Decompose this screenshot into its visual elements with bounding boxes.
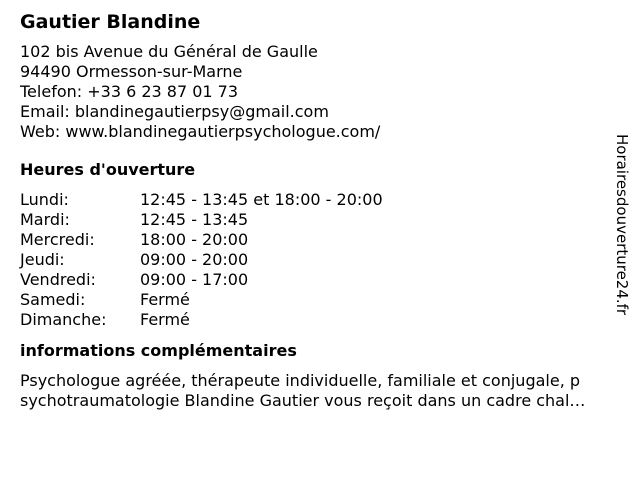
hours-row-sunday [20, 310, 620, 330]
business-name: Gautier Blandine [20, 11, 201, 33]
day-label: Mardi: [20, 210, 70, 229]
address-line-1: 102 bis Avenue du Général de Gaulle [20, 42, 318, 61]
email-line[interactable]: Email: blandinegautierpsy@gmail.com [20, 102, 329, 121]
web-line[interactable]: Web: www.blandinegautierpsychologue.com/ [20, 122, 381, 141]
hours-row-wednesday [20, 230, 620, 250]
day-label: Samedi: [20, 290, 86, 309]
info-heading: informations complémentaires [20, 341, 297, 360]
hours-heading: Heures d'ouverture [20, 160, 196, 179]
day-label: Vendredi: [20, 270, 96, 289]
business-card [20, 10, 620, 411]
time-value: 12:45 - 13:45 et 18:00 - 20:00 [140, 190, 383, 209]
hours-row-saturday [20, 290, 620, 310]
hours-row-thursday [20, 250, 620, 270]
time-value: Fermé [140, 290, 190, 309]
description [20, 371, 632, 411]
description-line-2: sychotraumatologie Blandine Gautier vous reçoit dans un cadre chal… [20, 391, 586, 410]
hours-table [20, 190, 620, 330]
hours-row-monday [20, 190, 620, 210]
site-watermark: Horairesdouverture24.fr [613, 134, 631, 316]
day-label: Dimanche: [20, 310, 107, 329]
phone-line[interactable]: Telefon: +33 6 23 87 01 73 [20, 82, 239, 101]
time-value: 18:00 - 20:00 [140, 230, 249, 249]
contact-block [20, 42, 620, 142]
day-label: Lundi: [20, 190, 69, 209]
description-line-1: Psychologue agréée, thérapeute individuelle, familiale et conjugale, p [20, 371, 581, 390]
day-label: Jeudi: [20, 250, 65, 269]
hours-row-friday [20, 270, 620, 290]
time-value: 09:00 - 20:00 [140, 250, 249, 269]
time-value: 09:00 - 17:00 [140, 270, 249, 289]
time-value: 12:45 - 13:45 [140, 210, 249, 229]
address-line-2: 94490 Ormesson-sur-Marne [20, 62, 243, 81]
hours-row-tuesday [20, 210, 620, 230]
day-label: Mercredi: [20, 230, 95, 249]
time-value: Fermé [140, 310, 190, 329]
